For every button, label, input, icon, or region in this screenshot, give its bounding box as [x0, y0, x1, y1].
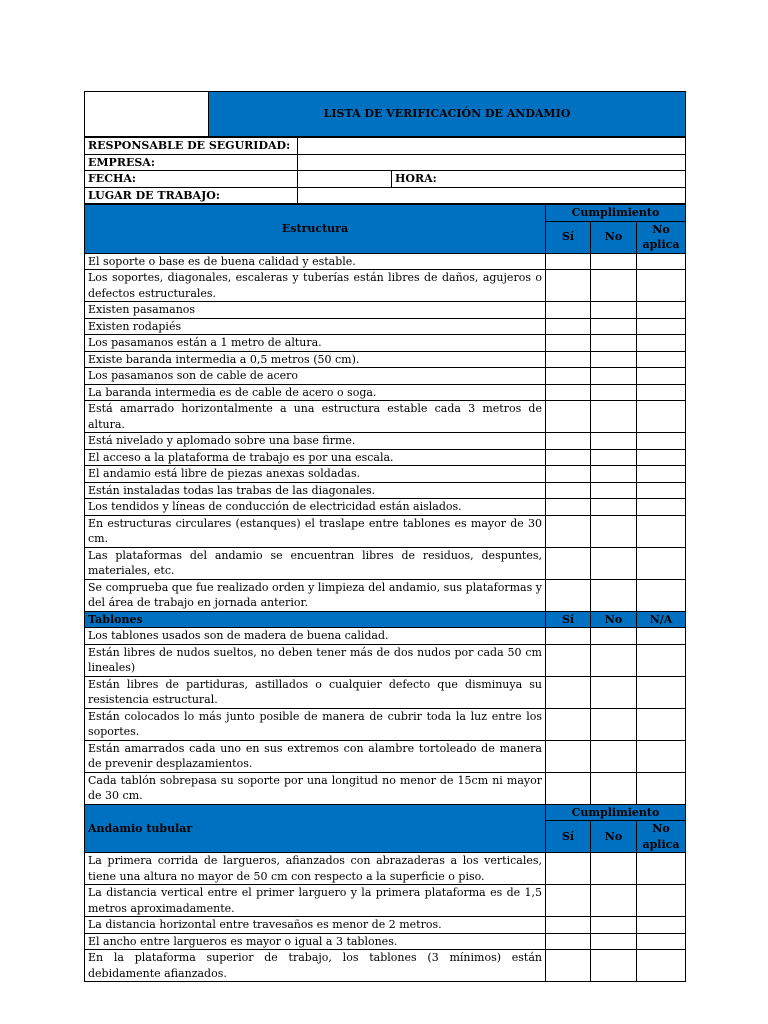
empresa-field[interactable]: [298, 154, 686, 171]
table-row: [85, 708, 686, 740]
no-checkbox[interactable]: [591, 433, 637, 450]
si-checkbox[interactable]: [546, 401, 591, 433]
check-item: El ancho entre largueros es mayor o igual a 3 tablones.: [85, 933, 546, 950]
si-checkbox[interactable]: [546, 433, 591, 450]
check-item: Cada tablón sobrepasa su soporte por una longitud no menor de 15cm ni mayor de 30 cm.: [85, 772, 546, 804]
no-checkbox[interactable]: [591, 740, 637, 772]
na-checkbox[interactable]: [637, 853, 686, 885]
table-row: [85, 917, 686, 934]
na-checkbox[interactable]: [637, 547, 686, 579]
na-checkbox[interactable]: [637, 368, 686, 385]
header-table: [84, 91, 686, 137]
check-item: La primera corrida de largueros, afianzados con abrazaderas a los verticales, tiene una altura no mayor de 50 cm con respecto a la superficie o piso.: [85, 853, 546, 885]
na-checkbox[interactable]: [637, 318, 686, 335]
si-checkbox[interactable]: [546, 466, 591, 483]
table-row: [85, 302, 686, 319]
check-item: Está nivelado y aplomado sobre una base firme.: [85, 433, 546, 450]
fecha-field[interactable]: [298, 171, 392, 188]
na-checkbox[interactable]: [637, 433, 686, 450]
check-item: La distancia vertical entre el primer larguero y la primera plataforma es de 1,5 metros aproximadamente.: [85, 885, 546, 917]
na-checkbox[interactable]: [637, 335, 686, 352]
na-checkbox[interactable]: [637, 917, 686, 934]
na-header: N/A: [637, 611, 686, 628]
responsable-field[interactable]: [298, 138, 686, 155]
table-row: [85, 466, 686, 483]
si-checkbox[interactable]: [546, 917, 591, 934]
no-checkbox[interactable]: [591, 579, 637, 611]
si-checkbox[interactable]: [546, 644, 591, 676]
table-row: [85, 644, 686, 676]
table-row: [85, 351, 686, 368]
si-checkbox[interactable]: [546, 384, 591, 401]
table-row: [85, 772, 686, 804]
na-checkbox[interactable]: [637, 885, 686, 917]
na-checkbox[interactable]: [637, 628, 686, 645]
no-aplica-header: No aplica: [637, 221, 686, 253]
si-checkbox[interactable]: [546, 515, 591, 547]
si-header: Sí: [546, 221, 591, 253]
na-checkbox[interactable]: [637, 772, 686, 804]
estructura-title: Estructura: [85, 205, 546, 254]
check-item: Están libres de partiduras, astillados o cualquier defecto que disminuya su resistencia estructural.: [85, 676, 546, 708]
na-checkbox[interactable]: [637, 270, 686, 302]
si-checkbox[interactable]: [546, 628, 591, 645]
table-row: [85, 515, 686, 547]
table-row: [85, 885, 686, 917]
table-row: [85, 676, 686, 708]
hora-label: HORA:: [392, 171, 686, 188]
no-checkbox[interactable]: [591, 628, 637, 645]
no-checkbox[interactable]: [591, 676, 637, 708]
table-row: [85, 547, 686, 579]
no-header: No: [591, 821, 637, 853]
no-checkbox[interactable]: [591, 318, 637, 335]
lugar-label: LUGAR DE TRABAJO:: [85, 187, 298, 204]
no-header: No: [591, 611, 637, 628]
no-checkbox[interactable]: [591, 449, 637, 466]
check-item: Están amarrados cada uno en sus extremos con alambre tortoleado de manera de prevenir desplazamientos.: [85, 740, 546, 772]
si-checkbox[interactable]: [546, 318, 591, 335]
cumplimiento-header: Cumplimiento: [546, 804, 686, 821]
si-checkbox[interactable]: [546, 449, 591, 466]
no-header: No: [591, 221, 637, 253]
table-row: [85, 449, 686, 466]
no-checkbox[interactable]: [591, 384, 637, 401]
na-checkbox[interactable]: [637, 579, 686, 611]
si-header: Sí: [546, 611, 591, 628]
check-item: El acceso a la plataforma de trabajo es por una escala.: [85, 449, 546, 466]
table-row: [85, 482, 686, 499]
si-header: Sí: [546, 821, 591, 853]
page-title: LISTA DE VERIFICACIÓN DE ANDAMIO: [209, 92, 686, 137]
check-item: Los tendidos y líneas de conducción de electricidad están aislados.: [85, 499, 546, 516]
na-checkbox[interactable]: [637, 950, 686, 982]
no-checkbox[interactable]: [591, 515, 637, 547]
no-checkbox[interactable]: [591, 466, 637, 483]
si-checkbox[interactable]: [546, 950, 591, 982]
check-item: Existe baranda intermedia a 0,5 metros (50 cm).: [85, 351, 546, 368]
tablones-title: Tablones: [85, 611, 546, 628]
no-checkbox[interactable]: [591, 302, 637, 319]
table-row: [85, 933, 686, 950]
si-checkbox[interactable]: [546, 772, 591, 804]
table-row: [85, 950, 686, 982]
empresa-label: EMPRESA:: [85, 154, 298, 171]
no-checkbox[interactable]: [591, 547, 637, 579]
na-checkbox[interactable]: [637, 351, 686, 368]
info-table: [84, 137, 686, 204]
si-checkbox[interactable]: [546, 885, 591, 917]
na-checkbox[interactable]: [637, 644, 686, 676]
check-item: La distancia horizontal entre travesaños es menor de 2 metros.: [85, 917, 546, 934]
na-checkbox[interactable]: [637, 466, 686, 483]
logo-cell: [85, 92, 209, 137]
na-checkbox[interactable]: [637, 740, 686, 772]
checklist-sheet: [84, 91, 685, 982]
na-checkbox[interactable]: [637, 482, 686, 499]
si-checkbox[interactable]: [546, 351, 591, 368]
si-checkbox[interactable]: [546, 740, 591, 772]
no-checkbox[interactable]: [591, 482, 637, 499]
si-checkbox[interactable]: [546, 482, 591, 499]
na-checkbox[interactable]: [637, 401, 686, 433]
no-checkbox[interactable]: [591, 933, 637, 950]
no-checkbox[interactable]: [591, 950, 637, 982]
no-checkbox[interactable]: [591, 853, 637, 885]
cumplimiento-header: Cumplimiento: [546, 205, 686, 222]
na-checkbox[interactable]: [637, 384, 686, 401]
no-checkbox[interactable]: [591, 772, 637, 804]
table-row: [85, 740, 686, 772]
table-row: [85, 433, 686, 450]
check-item: En estructuras circulares (estanques) el traslape entre tablones es mayor de 30 cm.: [85, 515, 546, 547]
lugar-field[interactable]: [298, 187, 686, 204]
check-item: El andamio está libre de piezas anexas soldadas.: [85, 466, 546, 483]
responsable-label: RESPONSABLE DE SEGURIDAD:: [85, 138, 298, 155]
na-checkbox[interactable]: [637, 676, 686, 708]
no-checkbox[interactable]: [591, 917, 637, 934]
si-checkbox[interactable]: [546, 547, 591, 579]
na-checkbox[interactable]: [637, 708, 686, 740]
check-item: Están instaladas todas las trabas de las diagonales.: [85, 482, 546, 499]
table-row: [85, 579, 686, 611]
fecha-label: FECHA:: [85, 171, 298, 188]
na-checkbox[interactable]: [637, 253, 686, 270]
table-row: [85, 628, 686, 645]
check-item: Se comprueba que fue realizado orden y limpieza del andamio, sus plataformas y del área de trabajo en jornada anterior.: [85, 579, 546, 611]
check-item: Las plataformas del andamio se encuentran libres de residuos, despuntes, materiales, etc.: [85, 547, 546, 579]
no-checkbox[interactable]: [591, 708, 637, 740]
si-checkbox[interactable]: [546, 708, 591, 740]
no-checkbox[interactable]: [591, 499, 637, 516]
table-row: [85, 401, 686, 433]
check-item: Existen rodapiés: [85, 318, 546, 335]
si-checkbox[interactable]: [546, 335, 591, 352]
na-checkbox[interactable]: [637, 449, 686, 466]
no-checkbox[interactable]: [591, 644, 637, 676]
table-row: [85, 270, 686, 302]
no-checkbox[interactable]: [591, 351, 637, 368]
table-row: [85, 853, 686, 885]
si-checkbox[interactable]: [546, 933, 591, 950]
si-checkbox[interactable]: [546, 579, 591, 611]
table-row: [85, 318, 686, 335]
no-checkbox[interactable]: [591, 885, 637, 917]
check-item: Los pasamanos están a 1 metro de altura.: [85, 335, 546, 352]
check-item: La baranda intermedia es de cable de acero o soga.: [85, 384, 546, 401]
na-checkbox[interactable]: [637, 302, 686, 319]
check-item: Los pasamanos son de cable de acero: [85, 368, 546, 385]
check-item: Están libres de nudos sueltos, no deben tener más de dos nudos por cada 50 cm lineales): [85, 644, 546, 676]
no-aplica-header: No aplica: [637, 821, 686, 853]
no-checkbox[interactable]: [591, 335, 637, 352]
si-checkbox[interactable]: [546, 270, 591, 302]
check-item: Están colocados lo más junto posible de manera de cubrir toda la luz entre los soportes.: [85, 708, 546, 740]
check-item: En la plataforma superior de trabajo, los tablones (3 mínimos) están debidamente afianzados.: [85, 950, 546, 982]
table-row: [85, 368, 686, 385]
table-row: [85, 384, 686, 401]
table-row: [85, 499, 686, 516]
no-checkbox[interactable]: [591, 401, 637, 433]
no-checkbox[interactable]: [591, 270, 637, 302]
check-item: Los tablones usados son de madera de buena calidad.: [85, 628, 546, 645]
si-checkbox[interactable]: [546, 253, 591, 270]
no-checkbox[interactable]: [591, 368, 637, 385]
na-checkbox[interactable]: [637, 499, 686, 516]
si-checkbox[interactable]: [546, 853, 591, 885]
si-checkbox[interactable]: [546, 499, 591, 516]
na-checkbox[interactable]: [637, 515, 686, 547]
check-item: Está amarrado horizontalmente a una estructura estable cada 3 metros de altura.: [85, 401, 546, 433]
no-checkbox[interactable]: [591, 253, 637, 270]
check-item: Existen pasamanos: [85, 302, 546, 319]
table-row: [85, 253, 686, 270]
si-checkbox[interactable]: [546, 302, 591, 319]
check-item: Los soportes, diagonales, escaleras y tuberías están libres de daños, agujeros o defectos estructurales.: [85, 270, 546, 302]
check-item: El soporte o base es de buena calidad y estable.: [85, 253, 546, 270]
na-checkbox[interactable]: [637, 933, 686, 950]
tubular-title: Andamio tubular: [85, 804, 546, 853]
table-row: [85, 335, 686, 352]
si-checkbox[interactable]: [546, 676, 591, 708]
estructura-table: [84, 204, 686, 982]
si-checkbox[interactable]: [546, 368, 591, 385]
